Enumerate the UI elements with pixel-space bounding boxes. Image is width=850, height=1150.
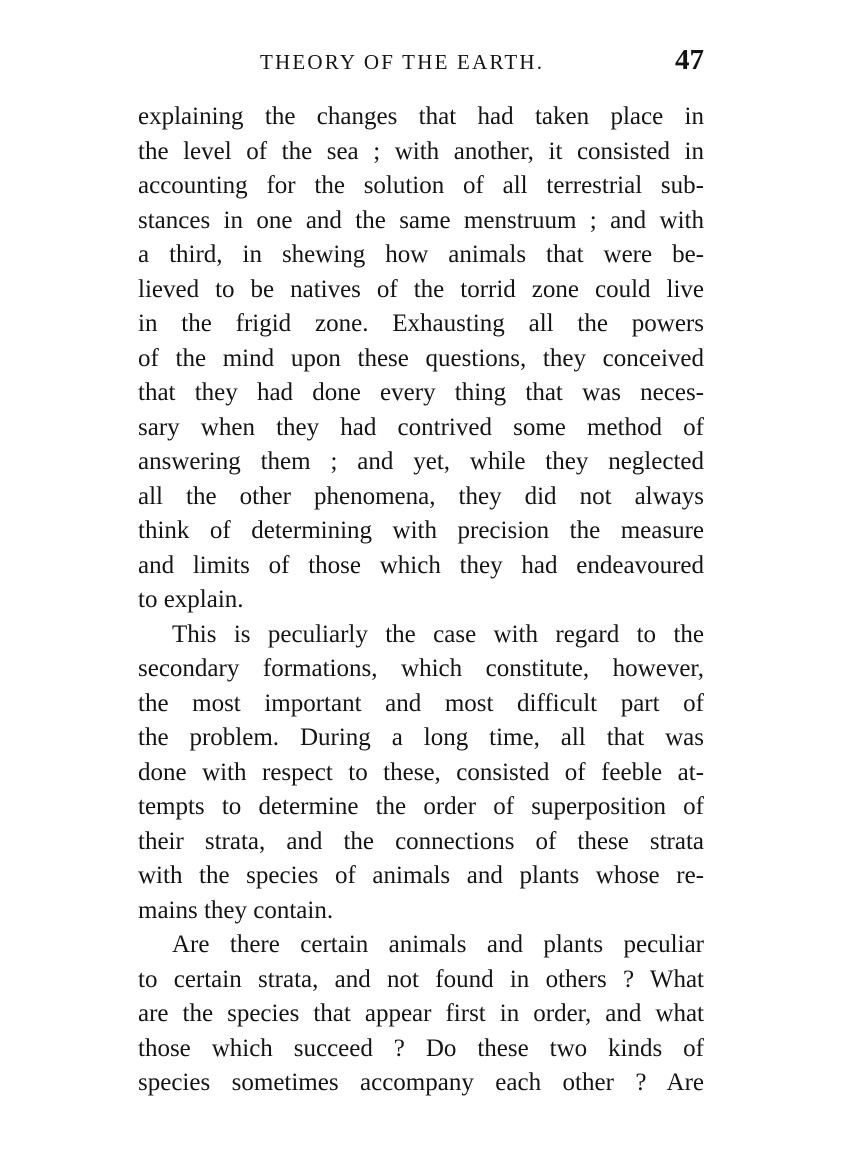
text-line: lieved to be natives of the torrid zone could live xyxy=(138,275,704,303)
body-text xyxy=(138,100,704,1101)
text-line: mains they contain. xyxy=(138,896,334,924)
page-number: 47 xyxy=(675,44,704,76)
text-line: are the species that appear first in order, and what xyxy=(138,1000,704,1027)
text-line: of the mind upon these questions, they conceived xyxy=(138,344,704,372)
text-line: Are there certain animals and plants peculiar xyxy=(172,931,704,958)
text-line: and limits of those which they had endeavoured xyxy=(138,551,704,579)
text-line: the most important and most difficult part of xyxy=(138,689,704,717)
text-line: their strata, and the connections of these strata xyxy=(138,827,704,855)
text-line: species sometimes accompany each other ? Are xyxy=(138,1069,704,1096)
text-line: sary when they had contrived some method of xyxy=(138,413,704,441)
text-line: think of determining with precision the measure xyxy=(138,517,704,544)
running-header xyxy=(138,44,704,80)
text-line: to certain strata, and not found in others ? What xyxy=(138,965,704,993)
text-line: answering them ; and yet, while they neglected xyxy=(138,448,704,475)
paragraph-2 xyxy=(138,618,704,929)
text-line: done with respect to these, consisted of feeble at- xyxy=(138,758,704,786)
paragraph-1 xyxy=(138,100,704,618)
text-line: stances in one and the same menstruum ; and with xyxy=(138,206,704,234)
text-line: tempts to determine the order of superposition of xyxy=(138,793,704,820)
text-line: to explain. xyxy=(138,586,244,613)
text-line: the problem. During a long time, all that was xyxy=(138,724,704,751)
text-line: all the other phenomena, they did not always xyxy=(138,482,704,510)
text-line: a third, in shewing how animals that were be- xyxy=(138,241,704,268)
text-line: secondary formations, which constitute, however, xyxy=(138,655,704,682)
text-line: those which succeed ? Do these two kinds of xyxy=(138,1034,704,1062)
running-title: THEORY OF THE EARTH. xyxy=(260,50,545,74)
paragraph-3 xyxy=(138,928,704,1101)
text-line: accounting for the solution of all terrestrial sub- xyxy=(138,172,704,199)
text-line: explaining the changes that had taken place in xyxy=(138,103,704,130)
text-line: the level of the sea ; with another, it consisted in xyxy=(138,137,704,165)
text-line: in the frigid zone. Exhausting all the powers xyxy=(138,310,704,337)
text-line: with the species of animals and plants whose re- xyxy=(138,862,704,889)
text-line: This is peculiarly the case with regard to the xyxy=(172,620,704,648)
text-line: that they had done every thing that was neces- xyxy=(138,379,704,406)
